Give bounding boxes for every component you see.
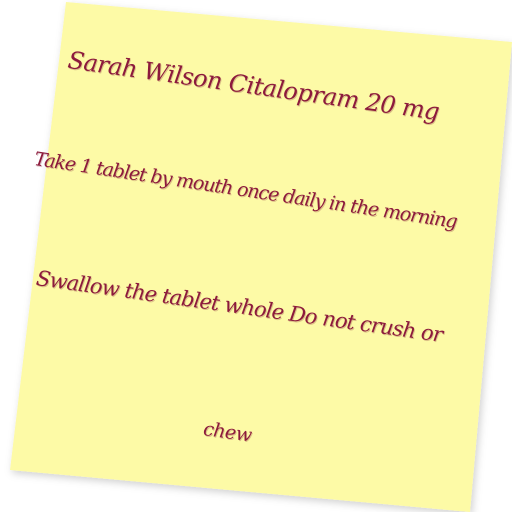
patient-medication-line: Sarah Wilson Citalopram 20 mg [66, 46, 441, 126]
swallow-instruction-continuation: chew [201, 418, 253, 447]
dosage-instruction-line: Take 1 tablet by mouth once daily in the morning [32, 148, 459, 233]
swallow-instruction-line: Swallow the tablet whole Do not crush or [34, 266, 444, 347]
